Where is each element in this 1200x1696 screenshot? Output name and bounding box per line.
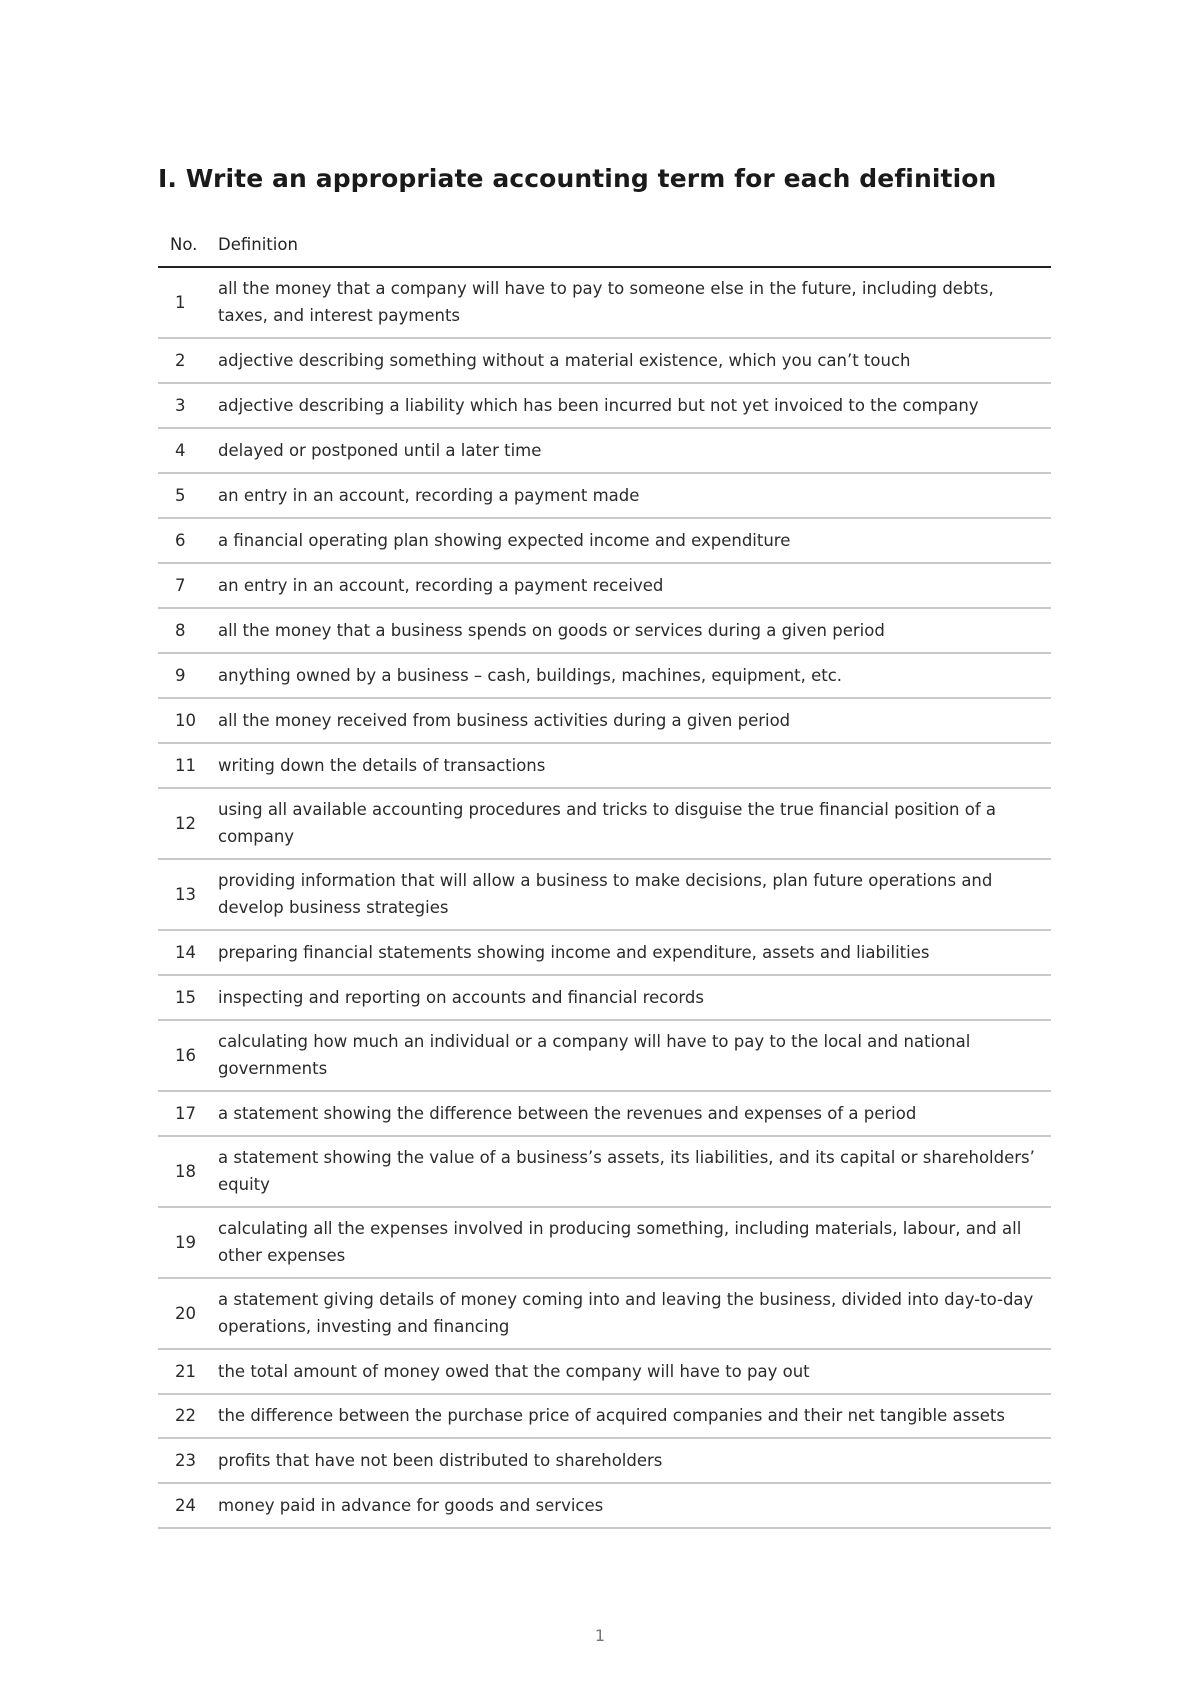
row-number: 20: [158, 1278, 216, 1349]
table-row: [158, 653, 1051, 698]
header-no: No.: [158, 222, 216, 267]
table-row: [158, 1091, 1051, 1136]
row-definition: all the money received from business activities during a given period: [216, 698, 1051, 743]
table-row: [158, 1438, 1051, 1483]
row-number: 24: [158, 1483, 216, 1528]
table-row: [158, 383, 1051, 428]
row-definition: an entry in an account, recording a payment made: [216, 473, 1051, 518]
row-definition: using all available accounting procedures and tricks to disguise the true financial position of a company: [216, 788, 1051, 859]
row-number: 16: [158, 1020, 216, 1091]
row-number: 13: [158, 859, 216, 930]
table-row: [158, 1349, 1051, 1394]
row-definition: preparing financial statements showing income and expenditure, assets and liabilities: [216, 930, 1051, 975]
row-definition: all the money that a business spends on goods or services during a given period: [216, 608, 1051, 653]
row-number: 19: [158, 1207, 216, 1278]
table-row: [158, 698, 1051, 743]
row-definition: the total amount of money owed that the company will have to pay out: [216, 1349, 1051, 1394]
page-title: I. Write an appropriate accounting term for each definition: [158, 164, 997, 193]
row-definition: anything owned by a business – cash, buildings, machines, equipment, etc.: [216, 653, 1051, 698]
row-number: 2: [158, 338, 216, 383]
row-definition: a statement showing the value of a business’s assets, its liabilities, and its capital or shareholders’ equity: [216, 1136, 1051, 1207]
row-definition: delayed or postponed until a later time: [216, 428, 1051, 473]
row-definition: adjective describing a liability which has been incurred but not yet invoiced to the company: [216, 383, 1051, 428]
row-number: 6: [158, 518, 216, 563]
row-number: 8: [158, 608, 216, 653]
row-definition: all the money that a company will have to pay to someone else in the future, including debts, taxes, and interest payments: [216, 267, 1051, 338]
table-row: [158, 1483, 1051, 1528]
row-number: 15: [158, 975, 216, 1020]
row-definition: providing information that will allow a business to make decisions, plan future operations and develop business strategies: [216, 859, 1051, 930]
row-number: 12: [158, 788, 216, 859]
table-row: [158, 563, 1051, 608]
table-header-row: [158, 222, 1051, 267]
row-definition: inspecting and reporting on accounts and financial records: [216, 975, 1051, 1020]
row-number: 10: [158, 698, 216, 743]
table-row: [158, 859, 1051, 930]
row-definition: adjective describing something without a material existence, which you can’t touch: [216, 338, 1051, 383]
row-number: 7: [158, 563, 216, 608]
row-number: 14: [158, 930, 216, 975]
table-row: [158, 1394, 1051, 1438]
table-row: [158, 428, 1051, 473]
table-row: [158, 267, 1051, 338]
table-row: [158, 473, 1051, 518]
row-definition: money paid in advance for goods and services: [216, 1483, 1051, 1528]
table-row: [158, 788, 1051, 859]
row-number: 22: [158, 1394, 216, 1438]
row-definition: calculating how much an individual or a company will have to pay to the local and national governments: [216, 1020, 1051, 1091]
table-row: [158, 1207, 1051, 1278]
row-definition: a statement giving details of money coming into and leaving the business, divided into day-to-day operations, investing and financing: [216, 1278, 1051, 1349]
row-definition: profits that have not been distributed to shareholders: [216, 1438, 1051, 1483]
row-definition: an entry in an account, recording a payment received: [216, 563, 1051, 608]
table-row: [158, 518, 1051, 563]
row-number: 21: [158, 1349, 216, 1394]
table-row: [158, 930, 1051, 975]
definitions-table: [158, 222, 1051, 1529]
row-number: 18: [158, 1136, 216, 1207]
table-row: [158, 975, 1051, 1020]
table-row: [158, 1020, 1051, 1091]
table-row: [158, 1136, 1051, 1207]
row-number: 9: [158, 653, 216, 698]
row-definition: a financial operating plan showing expected income and expenditure: [216, 518, 1051, 563]
row-definition: writing down the details of transactions: [216, 743, 1051, 788]
table-row: [158, 743, 1051, 788]
row-definition: calculating all the expenses involved in producing something, including materials, labour, and all other expenses: [216, 1207, 1051, 1278]
header-definition: Definition: [216, 222, 1051, 267]
row-number: 17: [158, 1091, 216, 1136]
table-row: [158, 1278, 1051, 1349]
row-number: 3: [158, 383, 216, 428]
row-number: 1: [158, 267, 216, 338]
row-number: 4: [158, 428, 216, 473]
row-definition: the difference between the purchase price of acquired companies and their net tangible assets: [216, 1394, 1051, 1438]
page-number: 1: [594, 1626, 606, 1645]
table-body: [158, 267, 1051, 1528]
row-number: 11: [158, 743, 216, 788]
document-page: [158, 160, 1051, 1529]
table-row: [158, 338, 1051, 383]
row-definition: a statement showing the difference between the revenues and expenses of a period: [216, 1091, 1051, 1136]
row-number: 5: [158, 473, 216, 518]
table-row: [158, 608, 1051, 653]
row-number: 23: [158, 1438, 216, 1483]
